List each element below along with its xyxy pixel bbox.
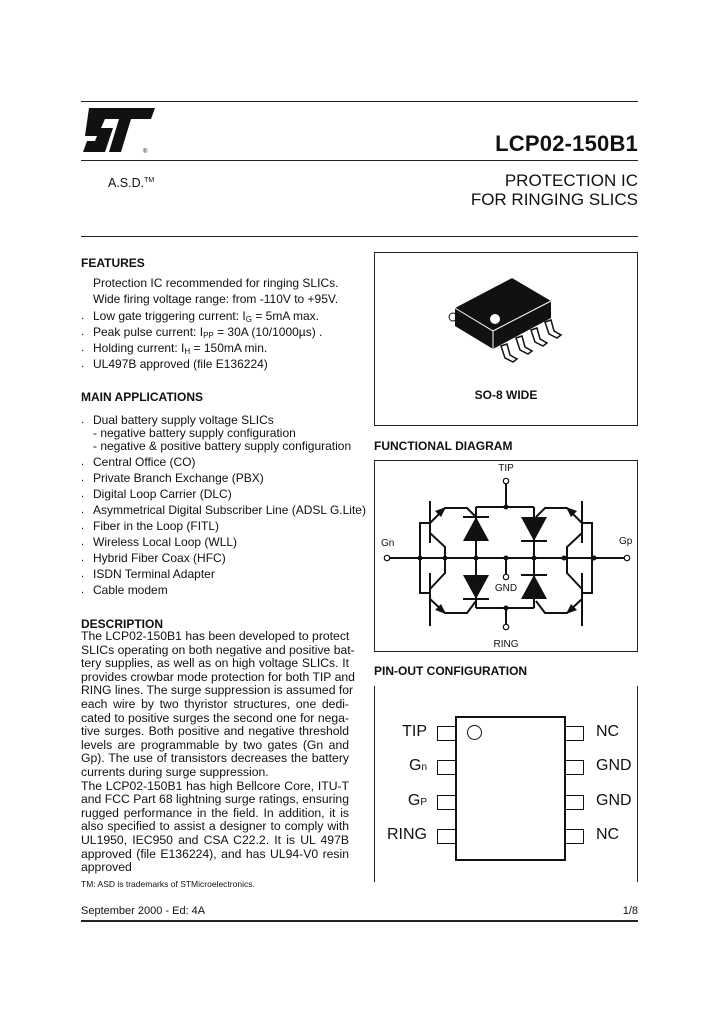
description-line: UL1950, IEC950 and CSA C22.2. It is UL 497B xyxy=(81,832,349,847)
pin-right-8 xyxy=(565,726,584,741)
package-box xyxy=(374,252,638,426)
description-line: tery supplies, as well as on high voltage SLICs. It xyxy=(81,656,349,671)
application-item xyxy=(81,535,238,549)
pin-left-2 xyxy=(437,760,456,775)
pin-left-4 xyxy=(437,829,456,844)
feature-item xyxy=(93,292,338,306)
application-text: - negative & positive battery supply configuration xyxy=(93,439,352,453)
description-line: levels are programmable by two gates (Gn and xyxy=(81,737,349,752)
bullet: . xyxy=(81,536,85,548)
so8-package-image xyxy=(445,273,565,373)
gn-terminal-label: Gn xyxy=(381,538,395,549)
feature-text: = 30A (10/1000µs) . xyxy=(213,325,323,339)
application-item xyxy=(81,567,215,581)
feature-subscript: G xyxy=(245,315,252,324)
feature-text: = 150mA min. xyxy=(190,341,268,355)
application-item xyxy=(81,487,232,501)
description-line: approved (file E136224), and has UL94-V0 resin xyxy=(81,846,349,861)
pin-right-6 xyxy=(565,795,584,810)
description-line: and FCC Part 68 lightning surge ratings, ensuring xyxy=(81,792,349,807)
features-heading: FEATURES xyxy=(81,256,145,270)
pin-label-right: GND xyxy=(596,757,632,774)
description-heading: DESCRIPTION xyxy=(81,617,164,631)
feature-text: Protection IC recommended for ringing SLICs. xyxy=(93,276,339,290)
description-line: SLICs operating on both negative and positive bat- xyxy=(81,642,355,657)
application-text: Asymmetrical Digital Subscriber Line (ADSL G.Lite) xyxy=(93,503,366,517)
application-text: Fiber in the Loop (FITL) xyxy=(93,519,220,533)
pin-name: RING xyxy=(387,826,427,843)
pin-label-left xyxy=(402,723,427,741)
pin-label-right: NC xyxy=(596,723,620,740)
description-line: also specified to assist a designer to comply with xyxy=(81,819,349,834)
header-bottom-rule xyxy=(81,236,638,237)
application-item xyxy=(81,551,226,565)
gp-terminal-label: Gp xyxy=(619,536,633,547)
description-line: The LCP02-150B1 has been developed to protect xyxy=(81,629,350,643)
description-line: currents during surge suppression. xyxy=(81,764,269,779)
pinout-box xyxy=(374,686,638,882)
feature-text: Peak pulse current: I xyxy=(93,325,204,339)
pin-subscript: n xyxy=(421,762,427,773)
pin-left-1 xyxy=(437,726,456,741)
feature-text: Low gate triggering current: I xyxy=(93,309,246,323)
pinout-heading: PIN-OUT CONFIGURATION xyxy=(374,664,528,678)
asd-label xyxy=(108,176,154,190)
bullet: . xyxy=(81,310,85,322)
application-text: Dual battery supply voltage SLICs xyxy=(93,413,274,427)
pin-label-left xyxy=(409,757,427,775)
description-line: cated to positive surges the second one for nega- xyxy=(81,710,349,725)
feature-item xyxy=(93,276,338,290)
bullet: . xyxy=(81,358,85,370)
description-line: rugged performance in the field. In addition, it is xyxy=(81,805,349,820)
pin-name: G xyxy=(408,757,422,774)
feature-text: = 5mA max. xyxy=(251,309,320,323)
description-line: approved xyxy=(81,860,132,875)
footer-date: September 2000 - Ed: 4A xyxy=(81,905,206,917)
bullet: . xyxy=(81,488,85,500)
bullet: . xyxy=(81,472,85,484)
description-line: each wire by two thyristor structures, one dedi- xyxy=(81,696,349,711)
application-text: Hybrid Fiber Coax (HFC) xyxy=(93,551,226,565)
application-item xyxy=(81,471,264,485)
description-line: Gp). The use of transistors decreases the battery xyxy=(81,751,349,766)
application-item xyxy=(81,583,168,597)
application-item xyxy=(81,519,220,533)
applications-heading: MAIN APPLICATIONS xyxy=(81,390,203,404)
application-item xyxy=(81,413,274,427)
pin-label-left xyxy=(387,826,427,844)
feature-subscript: PP xyxy=(203,331,214,340)
pin-name: G xyxy=(407,792,421,809)
footer-rule xyxy=(81,920,638,922)
ring-terminal-label: RING xyxy=(493,639,519,650)
functional-diagram-schematic xyxy=(375,461,639,653)
pin-label-right: GND xyxy=(596,792,632,809)
bullet: . xyxy=(81,568,85,580)
tm-mark: TM xyxy=(144,176,155,184)
feature-subscript: H xyxy=(184,347,191,356)
bullet: . xyxy=(81,326,85,338)
footer-page: 1/8 xyxy=(622,905,638,917)
feature-text: Holding current: I xyxy=(93,341,185,355)
package-label: SO-8 WIDE xyxy=(474,388,538,402)
functional-diagram-heading: FUNCTIONAL DIAGRAM xyxy=(374,439,513,453)
application-text: Private Branch Exchange (PBX) xyxy=(93,471,264,485)
bullet: . xyxy=(81,520,85,532)
application-text: Central Office (CO) xyxy=(93,455,196,469)
feature-item xyxy=(81,357,268,371)
feature-text: UL497B approved (file E136224) xyxy=(93,357,268,371)
pin-left-3 xyxy=(437,795,456,810)
description-line: The LCP02-150B1 has high Bellcore Core, ITU-T xyxy=(81,778,349,793)
application-text: Digital Loop Carrier (DLC) xyxy=(93,487,232,501)
pin-right-7 xyxy=(565,760,584,775)
pin-right-5 xyxy=(565,829,584,844)
bullet: . xyxy=(81,584,85,596)
description-line: RING lines. The surge suppression is assumed for xyxy=(81,683,354,698)
header-top-rule xyxy=(81,101,638,102)
pin-subscript: P xyxy=(420,797,427,808)
bullet: . xyxy=(81,552,85,564)
header-mid-rule xyxy=(81,160,638,161)
svg-text:®: ® xyxy=(143,149,148,155)
pin-label-right: NC xyxy=(596,826,620,843)
description-line: tive surges. Both positive and negative threshold xyxy=(81,724,349,739)
application-text: Wireless Local Loop (WLL) xyxy=(93,535,238,549)
subtitle-line-2: FOR RINGING SLICS xyxy=(470,190,638,209)
bullet: . xyxy=(81,414,85,426)
ic-body xyxy=(455,716,566,861)
application-item xyxy=(93,439,351,453)
bullet: . xyxy=(81,456,85,468)
tm-note: TM: ASD is trademarks of STMicroelectronics. xyxy=(81,879,255,889)
application-item xyxy=(81,455,196,469)
asd-text: A.S.D. xyxy=(108,176,145,190)
application-item xyxy=(81,503,366,517)
feature-text: Wide firing voltage range: from -110V to +95V. xyxy=(93,292,339,306)
pin1-marker xyxy=(467,725,482,740)
application-text: ISDN Terminal Adapter xyxy=(93,567,215,581)
application-item xyxy=(93,426,296,440)
part-number-title: LCP02-150B1 xyxy=(495,131,638,156)
tip-terminal-label: TIP xyxy=(498,463,514,474)
description-line: provides crowbar mode protection for both TIP and xyxy=(81,669,355,684)
subtitle xyxy=(471,171,638,209)
bullet: . xyxy=(81,504,85,516)
description-body xyxy=(81,629,355,875)
pin-name: TIP xyxy=(402,723,427,740)
bullet: . xyxy=(81,342,85,354)
gnd-terminal-label: GND xyxy=(494,583,518,594)
subtitle-line-1: PROTECTION IC xyxy=(504,171,638,190)
functional-diagram-box xyxy=(374,460,638,652)
st-logo xyxy=(83,106,159,161)
pin-label-left xyxy=(408,792,427,810)
application-text: Cable modem xyxy=(93,583,168,597)
application-text: - negative battery supply configuration xyxy=(93,426,296,440)
